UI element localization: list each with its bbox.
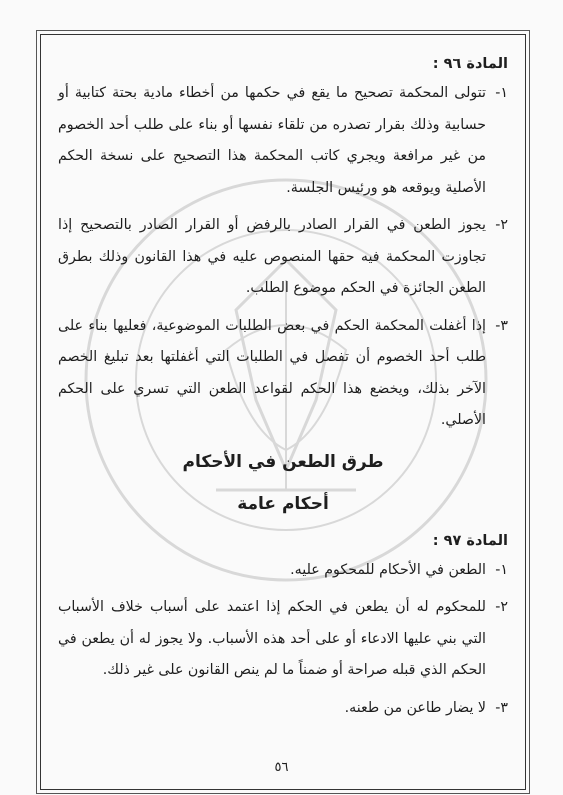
item-text: لا يضار طاعن من طعنه. xyxy=(344,699,486,716)
item-number: ١- xyxy=(495,85,508,101)
item-number: ٣- xyxy=(495,317,508,334)
item-text: يجوز الطعن في القرار الصادر بالرفض أو القرار الصادر بالتصحيح إذا تجاوزت المحكمة فيه حقها المنصوص عليه في هذا القانون وذلك بطرق الطعن الجائزة في الحكم موضوع الطلب. xyxy=(58,217,486,296)
page-number: ٥٦ xyxy=(274,760,289,775)
item-number: ٢- xyxy=(495,217,508,233)
article-97-item-1 xyxy=(58,555,508,587)
item-text: تتولى المحكمة تصحيح ما يقع في حكمها من أخطاء مادية بحتة كتابية أو حسابية وذلك بقرار تصدره من تلقاء نفسها أو بناء على طلب أحد الخصوم من غير مرافعة ويجري كاتب المحكمة هذا التصحيح على نسخة الحكم الأصلية ويوقعه هو ورئيس الجلسة. xyxy=(58,85,486,196)
article-96-item-3 xyxy=(58,311,508,437)
section-title: طرق الطعن في الأحكام xyxy=(182,451,384,472)
item-text: إذا أغفلت المحكمة الحكم في بعض الطلبات الموضوعية، فعليها بناء على طلب أحد الخصوم أن تفصل في الطلبات التي أغفلتها بعد تبليغ الخصم الآخر بذلك، ويخضع هذا الحكم لقواعد الطعن التي تسري على الحكم الأصلي. xyxy=(58,317,486,428)
section-subtitle: أحكام عامة xyxy=(237,493,329,514)
item-text: الطعن في الأحكام للمحكوم عليه. xyxy=(290,561,486,578)
article-97-item-2 xyxy=(58,592,508,687)
article-96-item-2 xyxy=(58,210,508,305)
item-number: ٢- xyxy=(495,599,508,615)
article-96-title: المادة ٩٦ : xyxy=(432,56,508,72)
article-97-title: المادة ٩٧ : xyxy=(432,532,508,549)
item-number: ١- xyxy=(495,561,508,578)
item-number: ٣- xyxy=(495,699,508,716)
article-96-item-1 xyxy=(58,78,508,204)
page-content xyxy=(58,44,508,730)
article-97-item-3 xyxy=(58,693,508,725)
item-text: للمحكوم له أن يطعن في الحكم إذا اعتمد على أسباب خلاف الأسباب التي بني عليها الادعاء أو على أحد هذه الأسباب. ولا يجوز له أن يطعن في الحكم الذي قبله صراحة أو ضمناً ما لم ينص القانون على غير ذلك. xyxy=(58,599,486,678)
